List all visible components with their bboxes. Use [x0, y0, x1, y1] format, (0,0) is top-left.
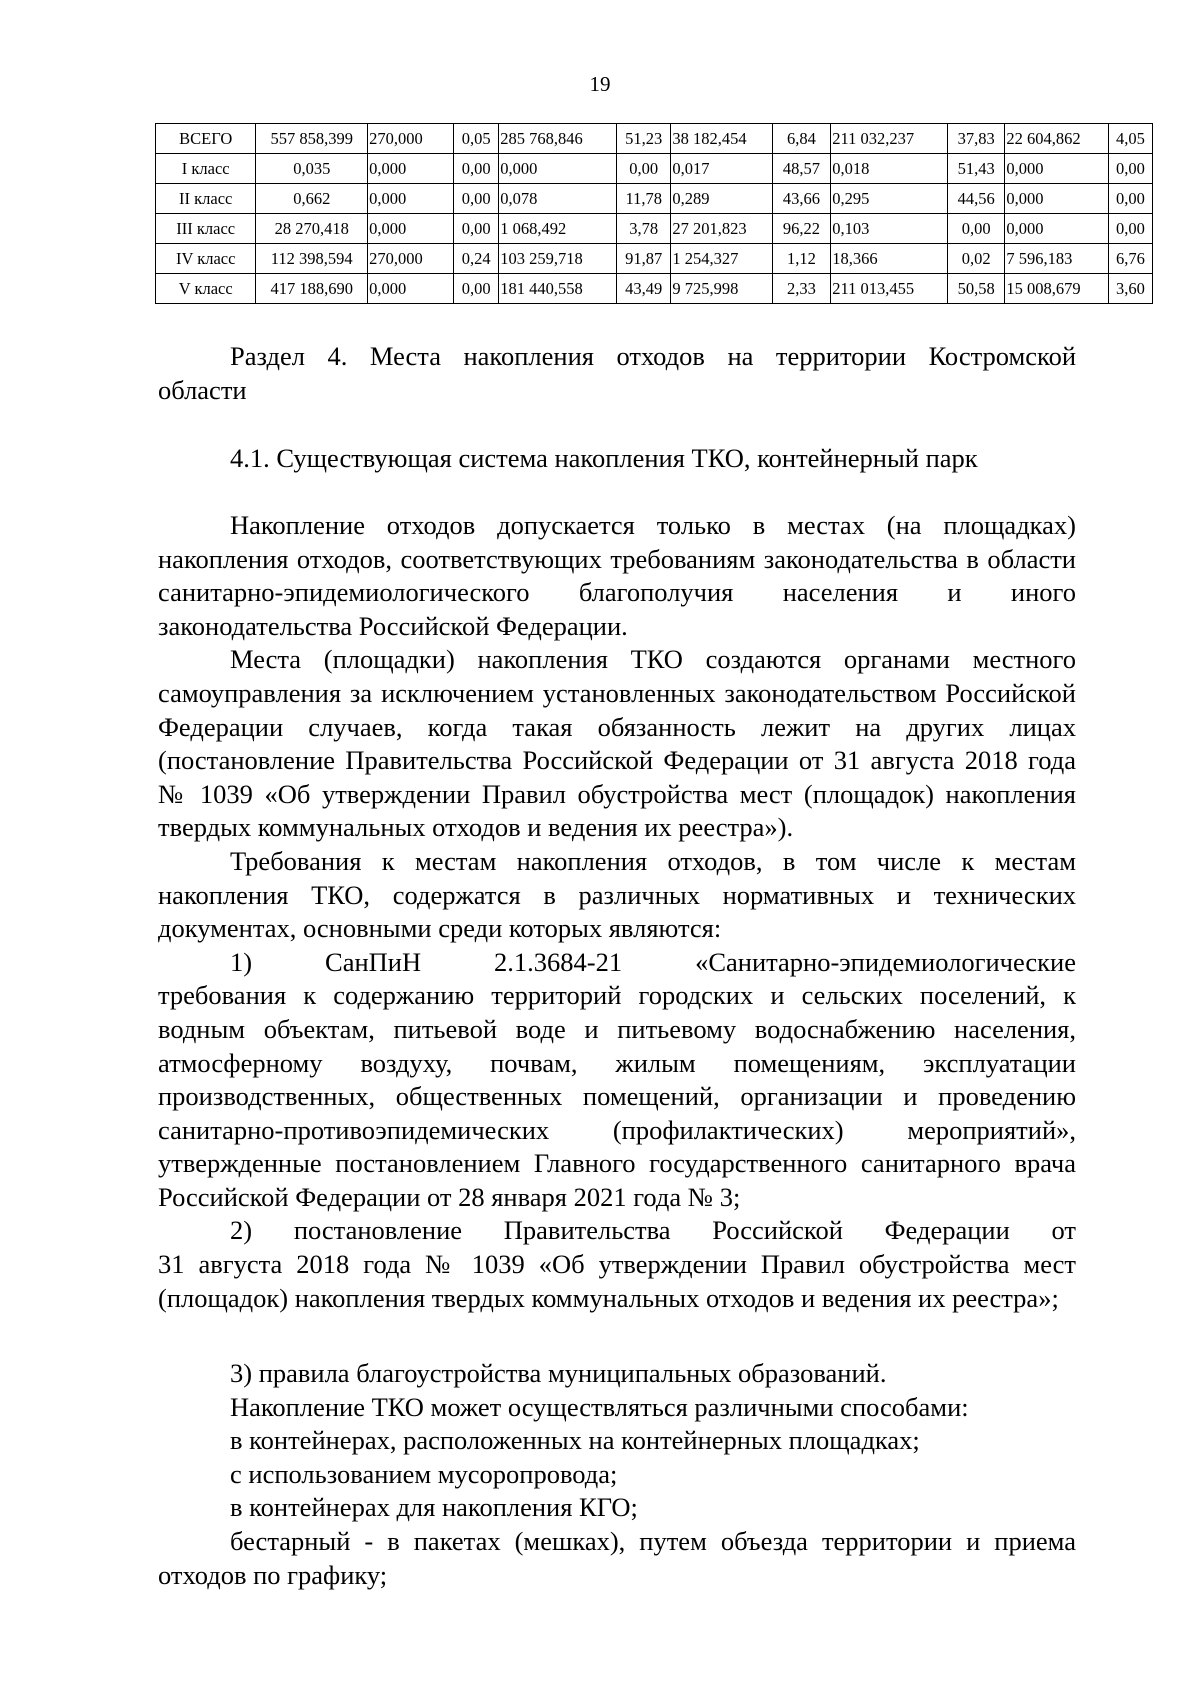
- table-cell: 0,078: [499, 184, 617, 214]
- table-cell: 0,018: [831, 154, 948, 184]
- table-cell: 270,000: [368, 124, 454, 154]
- table-cell: 3,60: [1108, 274, 1152, 304]
- table-cell: 0,662: [256, 184, 368, 214]
- table-cell: 96,22: [772, 214, 830, 244]
- table-cell: 15 008,679: [1005, 274, 1108, 304]
- table-cell: 103 259,718: [499, 244, 617, 274]
- table-cell: 51,43: [947, 154, 1004, 184]
- table-cell: 0,05: [454, 124, 499, 154]
- table-cell: 48,57: [772, 154, 830, 184]
- list-item-1-text: требования к содержанию территорий городских и сельских поселений, к водным объектам, питьевой воде и питьевому водоснабжению населения, атмосферному воздуху, почвам, жилым помещениям, эксплуатации производственных, общественных помещений, организации и проведению санитарно-противоэпидемических (профилактических) мероприятий», утвержденные постановлением Главного государственного санитарного врача Российской Федерации от 28 января 2021 года № 3;: [158, 980, 1076, 1212]
- list-item-2-head: 2) постановление Правительства Российской Федерации от: [230, 1215, 1076, 1246]
- table-cell: 0,000: [368, 214, 454, 244]
- row-label: III класс: [156, 214, 256, 244]
- paragraph: Требования к местам накопления отходов, в том числе к местам накопления ТКО, содержатся в различных нормативных и технических документах, основными среди которых являются:: [158, 845, 1076, 944]
- table-cell: 44,56: [947, 184, 1004, 214]
- table-cell: 0,02: [947, 244, 1004, 274]
- methods-block: [158, 1357, 1076, 1592]
- main-text-block: [158, 509, 1076, 1315]
- table-row: [156, 124, 1153, 154]
- section-title-line2: области: [158, 374, 247, 405]
- table-cell: 0,000: [1005, 184, 1108, 214]
- table-cell: 285 768,846: [499, 124, 617, 154]
- table-cell: 557 858,399: [256, 124, 368, 154]
- table-row: [156, 244, 1153, 274]
- table-cell: 1,12: [772, 244, 830, 274]
- table-cell: 0,295: [831, 184, 948, 214]
- table-cell: 270,000: [368, 244, 454, 274]
- table-cell: 181 440,558: [499, 274, 617, 304]
- table-cell: 0,00: [947, 214, 1004, 244]
- table-cell: 18,366: [831, 244, 948, 274]
- table-cell: 0,103: [831, 214, 948, 244]
- table-cell: 91,87: [617, 244, 671, 274]
- page-number: 19: [589, 72, 611, 96]
- table-cell: 11,78: [617, 184, 671, 214]
- table-cell: 0,00: [1108, 214, 1152, 244]
- table-cell: 0,24: [454, 244, 499, 274]
- table-cell: 9 725,998: [671, 274, 772, 304]
- method-item: в контейнерах для накопления КГО;: [230, 1492, 638, 1523]
- method-item: бестарный - в пакетах (мешках), путем объезда территории и приема отходов по графику;: [158, 1525, 1076, 1590]
- table-cell: 6,84: [772, 124, 830, 154]
- table-cell: 6,76: [1108, 244, 1152, 274]
- row-label: II класс: [156, 184, 256, 214]
- method-item: с использованием мусоропровода;: [230, 1458, 618, 1489]
- table-cell: 0,00: [454, 214, 499, 244]
- table-cell: 0,289: [671, 184, 772, 214]
- subsection-title: 4.1. Существующая система накопления ТКО, контейнерный парк: [230, 443, 978, 473]
- table-cell: 0,00: [1108, 154, 1152, 184]
- table-cell: 3,78: [617, 214, 671, 244]
- table-cell: 0,035: [256, 154, 368, 184]
- table-row: [156, 184, 1153, 214]
- table-cell: 2,33: [772, 274, 830, 304]
- table-cell: 43,49: [617, 274, 671, 304]
- table-cell: 28 270,418: [256, 214, 368, 244]
- table-cell: 0,00: [454, 154, 499, 184]
- table-row: [156, 214, 1153, 244]
- table-cell: 417 188,690: [256, 274, 368, 304]
- table-cell: 0,00: [617, 154, 671, 184]
- table-cell: 0,00: [454, 184, 499, 214]
- list-item-3: 3) правила благоустройства муниципальных образований.: [230, 1358, 887, 1388]
- table-cell: 0,00: [454, 274, 499, 304]
- subsection-block: [158, 442, 1076, 476]
- table-cell: 211 032,237: [831, 124, 948, 154]
- table-cell: 0,017: [671, 154, 772, 184]
- table-cell: 0,000: [1005, 214, 1108, 244]
- paragraph: Накопление отходов допускается только в местах (на площадках) накопления отходов, соответствующих требованиям законодательства в области санитарно-эпидемиологического благополучия населения и иного законодательства Российской Федерации.: [158, 510, 1076, 641]
- table-row: [156, 274, 1153, 304]
- paragraph: Накопление ТКО может осуществляться различными способами:: [230, 1391, 969, 1422]
- table-cell: 0,000: [368, 274, 454, 304]
- table-cell: 0,000: [499, 154, 617, 184]
- table-cell: 0,000: [368, 184, 454, 214]
- table-cell: 0,000: [368, 154, 454, 184]
- table-row: [156, 154, 1153, 184]
- table-cell: 1 254,327: [671, 244, 772, 274]
- list-item-2-text: 31 августа 2018 года № 1039 «Об утверждении Правил обустройства мест (площадок) накопления твердых коммунальных отходов и ведения их реестра»;: [158, 1249, 1076, 1313]
- paragraph: Места (площадки) накопления ТКО создаются органами местного самоуправления за исключением установленных законодательством Российской Федерации случаев, когда такая обязанность лежит на других лицах (постановление Правительства Российской Федерации от 31 августа 2018 года № 1039 «Об утверждении Правил обустройства мест (площадок) накопления твердых коммунальных отходов и ведения их реестра»).: [158, 644, 1076, 843]
- table-cell: 38 182,454: [671, 124, 772, 154]
- section-title-line1: Раздел 4. Места накопления отходов на территории Костромской: [230, 341, 1076, 371]
- table-cell: 112 398,594: [256, 244, 368, 274]
- row-label: ВСЕГО: [156, 124, 256, 154]
- table-cell: 43,66: [772, 184, 830, 214]
- row-label: V класс: [156, 274, 256, 304]
- table-cell: 7 596,183: [1005, 244, 1108, 274]
- table-cell: 50,58: [947, 274, 1004, 304]
- waste-class-table: [155, 123, 1153, 304]
- table-cell: 27 201,823: [671, 214, 772, 244]
- section-heading-block: [158, 340, 1076, 407]
- row-label: I класс: [156, 154, 256, 184]
- table-cell: 1 068,492: [499, 214, 617, 244]
- table-cell: 211 013,455: [831, 274, 948, 304]
- table-cell: 4,05: [1108, 124, 1152, 154]
- method-item: в контейнерах, расположенных на контейнерных площадках;: [230, 1425, 920, 1456]
- table-cell: 22 604,862: [1005, 124, 1108, 154]
- table-cell: 37,83: [947, 124, 1004, 154]
- row-label: IV класс: [156, 244, 256, 274]
- table-cell: 0,000: [1005, 154, 1108, 184]
- table-cell: 0,00: [1108, 184, 1152, 214]
- table-cell: 51,23: [617, 124, 671, 154]
- list-item-1-head: 1) СанПиН 2.1.3684-21 «Санитарно-эпидемиологические: [230, 946, 1076, 977]
